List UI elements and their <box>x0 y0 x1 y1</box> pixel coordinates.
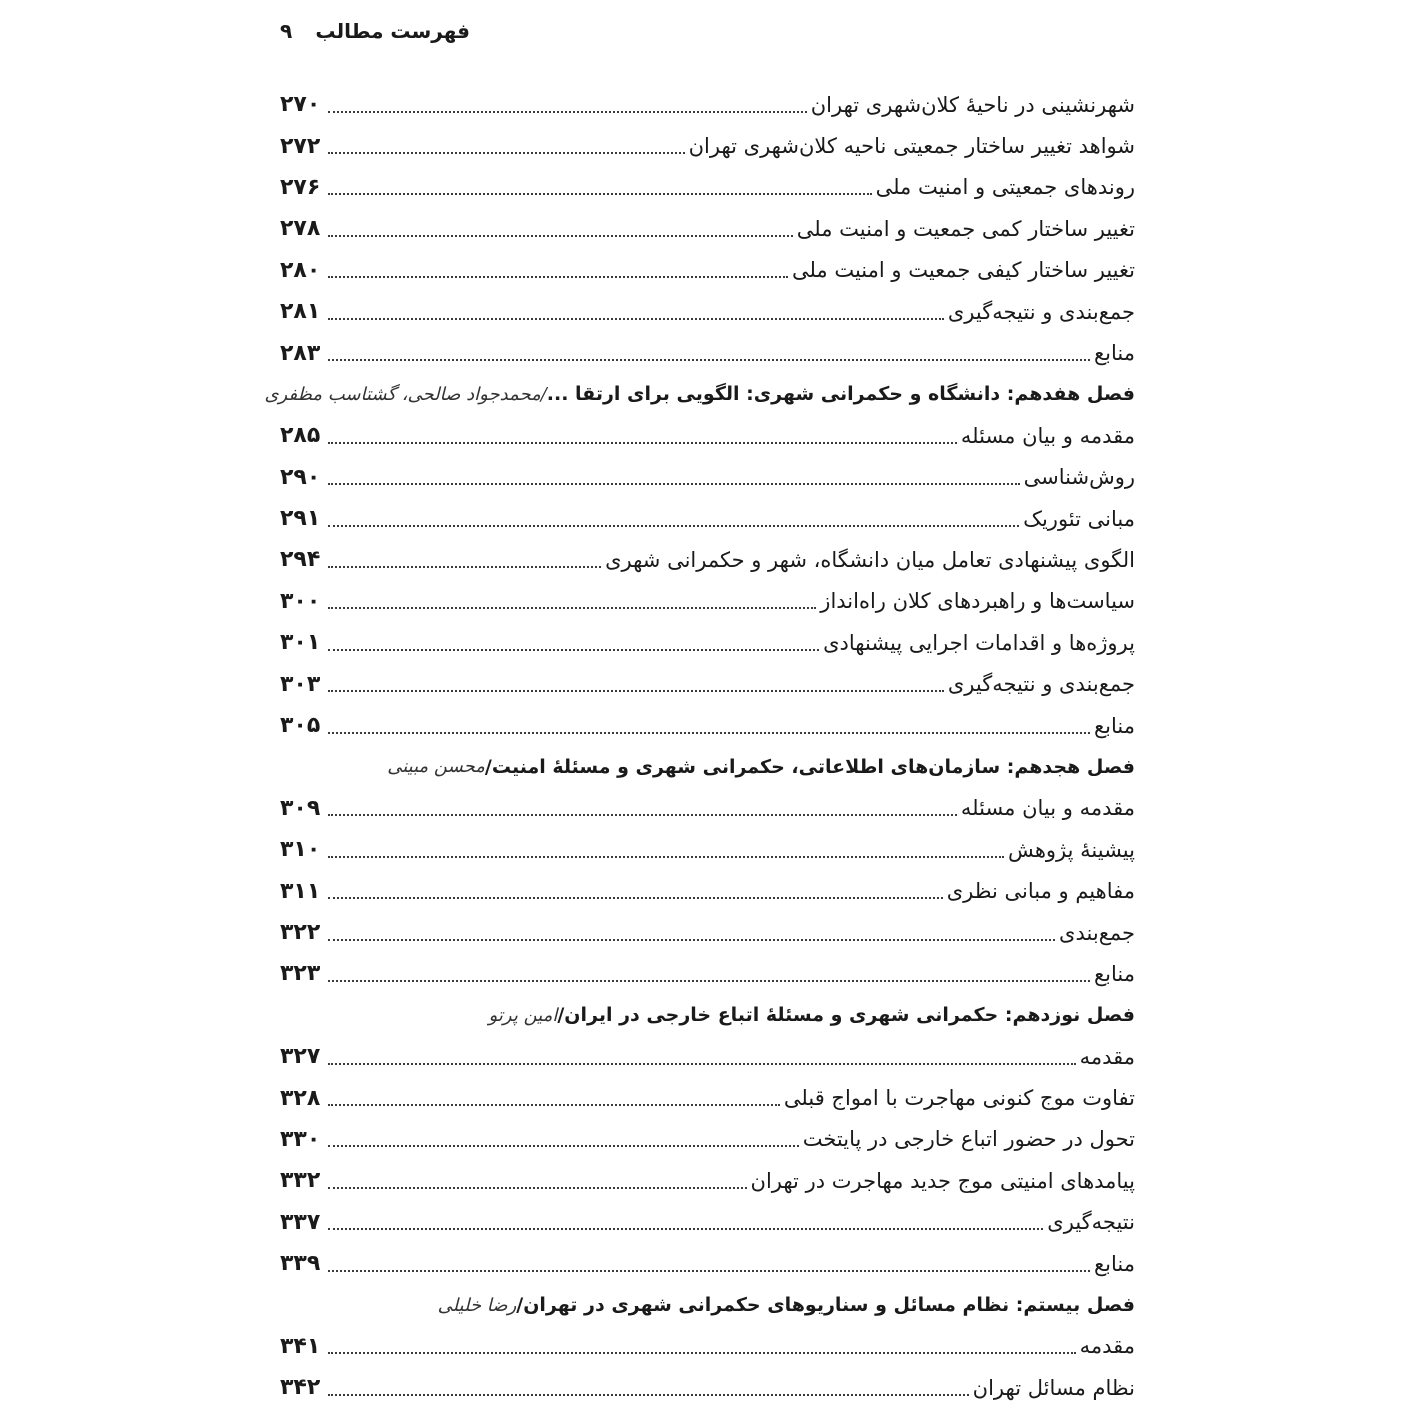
toc-entry-page-number: ۲۸۰ <box>280 257 321 283</box>
toc-entry-page-number: ۳۰۹ <box>280 795 321 821</box>
toc-entry <box>280 1367 1135 1408</box>
toc-entry-title: منابع <box>1093 1251 1135 1276</box>
chapter-author: /محمدجواد صالحی، گشتاسب مظفری <box>264 383 547 405</box>
toc-entry-title: منابع <box>1093 341 1135 366</box>
dot-leader <box>328 897 943 899</box>
dot-leader <box>328 318 944 320</box>
toc-entry-title: پیامدهای امنیتی موج جدید مهاجرت در تهران <box>750 1168 1135 1193</box>
toc-entry <box>280 1202 1135 1243</box>
dot-leader <box>328 1352 1076 1354</box>
toc-entry-page-number: ۲۷۲ <box>280 133 321 159</box>
toc-entry <box>280 250 1135 291</box>
toc-entry <box>280 581 1135 622</box>
toc-entry-title: شهرنشینی در ناحیهٔ کلان‌شهری تهران <box>810 92 1135 117</box>
dot-leader <box>328 1270 1090 1272</box>
toc-entry-page-number: ۳۳۹ <box>280 1251 321 1277</box>
toc-entry-title: جمع‌بندی <box>1059 920 1135 945</box>
toc-entry <box>280 829 1135 870</box>
toc-entry-page-number: ۳۳۲ <box>280 1168 321 1194</box>
toc-entry-title: نتیجه‌گیری <box>1047 1210 1135 1235</box>
toc-entry-title: مفاهیم و مبانی نظری <box>946 879 1135 904</box>
dot-leader <box>328 566 601 568</box>
dot-leader <box>328 525 1019 527</box>
toc-entry-page-number: ۲۷۶ <box>280 174 321 200</box>
toc-entry-page-number: ۲۹۱ <box>280 506 321 532</box>
toc-entry-page-number: ۳۴۱ <box>280 1333 321 1359</box>
toc-entry-title: الگوی پیشنهادی تعامل میان دانشگاه، شهر و حکمرانی شهری <box>605 547 1135 572</box>
toc-entry <box>280 912 1135 953</box>
dot-leader <box>328 1104 780 1106</box>
toc-entry-page-number: ۲۸۳ <box>280 340 321 366</box>
toc-entry-title: مقدمه <box>1079 1334 1135 1359</box>
dot-leader <box>328 235 793 237</box>
toc-entry-title: پیشینهٔ پژوهش <box>1008 837 1135 862</box>
dot-leader <box>328 1063 1076 1065</box>
running-head-page-number: ۹ <box>280 19 293 43</box>
toc-entry-title: جمع‌بندی و نتیجه‌گیری <box>947 299 1135 324</box>
toc-entry <box>280 208 1135 249</box>
toc-entry <box>280 1160 1135 1201</box>
toc-entry-page-number: ۲۸۵ <box>280 423 321 449</box>
chapter-title: فصل هفدهم: دانشگاه و حکمرانی شهری: الگویی برای ارتقا ... <box>546 383 1135 406</box>
toc-entry <box>280 539 1135 580</box>
dot-leader <box>328 939 1055 941</box>
toc-entry-page-number: ۲۹۴ <box>280 547 321 573</box>
toc-entry <box>280 415 1135 456</box>
toc-entry-title: مقدمه <box>1079 1044 1135 1069</box>
dot-leader <box>328 1187 747 1189</box>
toc-entry <box>280 1243 1135 1284</box>
toc-entry <box>280 1036 1135 1077</box>
dot-leader <box>328 359 1090 361</box>
chapter-title: فصل بیستم: نظام مسائل و سناریوهای حکمرانی شهری در تهران/ <box>516 1294 1135 1317</box>
toc-entry-title: شواهد تغییر ساختار جمعیتی ناحیه کلان‌شهری تهران <box>688 134 1135 159</box>
toc-entry-page-number: ۳۳۰ <box>280 1126 321 1152</box>
toc-entry-page-number: ۳۲۳ <box>280 961 321 987</box>
dot-leader <box>328 856 1004 858</box>
dot-leader <box>328 732 1090 734</box>
chapter-author: امین پرتو <box>488 1004 558 1026</box>
toc-entry <box>280 870 1135 911</box>
dot-leader <box>328 442 957 444</box>
toc-entry-title: جمع‌بندی و نتیجه‌گیری <box>947 672 1135 697</box>
toc-entry-title: تغییر ساختار کیفی جمعیت و امنیت ملی <box>791 258 1135 283</box>
toc-entry-title: منابع <box>1093 961 1135 986</box>
table-of-contents <box>264 84 1135 1409</box>
dot-leader <box>328 607 816 609</box>
toc-entry-page-number: ۲۸۱ <box>280 299 321 325</box>
dot-leader <box>328 1145 799 1147</box>
dot-leader <box>328 193 872 195</box>
chapter-author: محسن مبینی <box>387 756 485 778</box>
dot-leader <box>328 690 944 692</box>
toc-entry <box>280 705 1135 746</box>
dot-leader <box>328 276 788 278</box>
toc-entry <box>280 291 1135 332</box>
toc-entry-title: مبانی تئوریک <box>1023 506 1135 531</box>
toc-entry-page-number: ۲۹۰ <box>280 464 321 490</box>
chapter-heading <box>280 746 1135 787</box>
toc-entry-title: پروژه‌ها و اقدامات اجرایی پیشنهادی <box>823 630 1135 655</box>
toc-entry <box>280 622 1135 663</box>
dot-leader <box>328 483 1020 485</box>
toc-entry-title: تغییر ساختار کمی جمعیت و امنیت ملی <box>796 216 1135 241</box>
chapter-heading <box>280 1284 1135 1325</box>
running-head-title: فهرست مطالب <box>315 19 470 43</box>
toc-entry-title: روش‌شناسی <box>1023 465 1135 490</box>
toc-entry-page-number: ۳۱۱ <box>280 878 321 904</box>
dot-leader <box>328 1228 1043 1230</box>
toc-entry-title: منابع <box>1093 713 1135 738</box>
toc-entry <box>280 332 1135 373</box>
toc-entry <box>280 1119 1135 1160</box>
running-head <box>280 14 470 48</box>
toc-entry-page-number: ۳۰۱ <box>280 630 321 656</box>
toc-entry-page-number: ۳۰۵ <box>280 713 321 739</box>
chapter-heading <box>280 995 1135 1036</box>
toc-entry-title: مقدمه و بیان مسئله <box>960 796 1135 821</box>
dot-leader <box>328 980 1090 982</box>
toc-entry <box>280 167 1135 208</box>
toc-entry-title: مقدمه و بیان مسئله <box>960 423 1135 448</box>
toc-entry-page-number: ۲۷۰ <box>280 92 321 118</box>
toc-entry <box>280 498 1135 539</box>
dot-leader <box>328 111 807 113</box>
toc-entry-page-number: ۳۰۳ <box>280 671 321 697</box>
chapter-author: رضا خلیلی <box>437 1294 517 1316</box>
toc-entry <box>280 953 1135 994</box>
toc-entry-page-number: ۳۰۰ <box>280 588 321 614</box>
toc-entry-page-number: ۳۲۲ <box>280 920 321 945</box>
toc-entry-page-number: ۳۳۷ <box>280 1209 321 1235</box>
chapter-heading <box>264 374 1135 415</box>
toc-entry-page-number: ۳۴۲ <box>280 1375 321 1401</box>
dot-leader <box>328 814 957 816</box>
toc-entry-title: تفاوت موج کنونی مهاجرت با امواج قبلی <box>783 1086 1135 1111</box>
toc-entry-page-number: ۲۷۸ <box>280 216 321 242</box>
toc-entry-title: روندهای جمعیتی و امنیت ملی <box>875 175 1135 200</box>
dot-leader <box>328 649 819 651</box>
toc-entry <box>280 84 1135 125</box>
dot-leader <box>328 152 685 154</box>
chapter-title: فصل هجدهم: سازمان‌های اطلاعاتی، حکمرانی شهری و مسئلهٔ امنیت/ <box>484 755 1135 778</box>
dot-leader <box>328 1394 969 1396</box>
toc-entry-title: سیاست‌ها و راهبردهای کلان راه‌انداز <box>820 589 1135 614</box>
toc-entry-page-number: ۳۱۰ <box>280 837 321 863</box>
chapter-title: فصل نوزدهم: حکمرانی شهری و مسئلهٔ اتباع خارجی در ایران/ <box>557 1004 1135 1027</box>
toc-entry <box>280 1326 1135 1367</box>
toc-entry-title: تحول در حضور اتباع خارجی در پایتخت <box>802 1127 1135 1152</box>
toc-entry <box>280 457 1135 498</box>
toc-entry <box>280 125 1135 166</box>
toc-entry <box>280 663 1135 704</box>
toc-entry-page-number: ۳۲۷ <box>280 1044 321 1070</box>
toc-entry <box>280 788 1135 829</box>
toc-entry-page-number: ۳۲۸ <box>280 1085 321 1111</box>
toc-entry-title: نظام مسائل تهران <box>972 1375 1135 1400</box>
toc-entry <box>280 1077 1135 1118</box>
